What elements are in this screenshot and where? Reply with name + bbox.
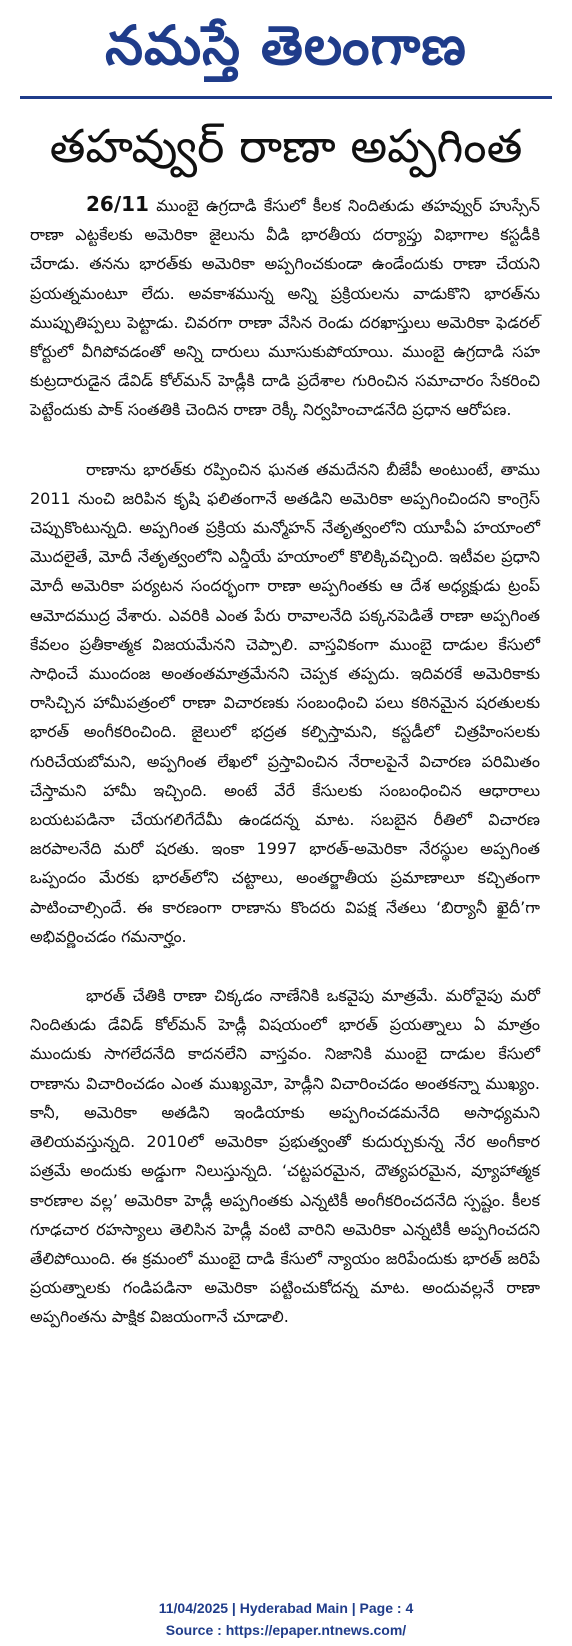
footer-source: Source : https://epaper.ntnews.com/ <box>165 1622 407 1638</box>
article-body <box>30 190 540 1362</box>
footer-dateline: 11/04/2025 | Hyderabad Main | Page : 4 <box>158 1600 414 1616</box>
masthead <box>0 10 572 82</box>
newspaper-logo: నమస్తే తెలంగాణ <box>105 14 467 77</box>
paragraph-1-text: ముంబై ఉగ్రదాడి కేసులో కీలక నిందితుడు తహవ్వుర్ హుస్సేన్ రాణా ఎట్టకేలకు అమెరికా జైలును వీడి భారతీయ దర్యాప్తు విభాగాల కస్టడీకి చేరాడు. తనను భారత్‌కు అమెరికా అప్పగించకుండా ఉండేందుకు రాణా చేయని ప్రయత్నమంటూ లేదు. అవకాశమున్న అన్ని ప్రక్రియలను వాడుకొని భారత్‌ను ముప్పుతిప్పలు పెట్టాడు. చివరగా రాణా వేసిన రెండు దరఖాస్తులు అమెరికా ఫెడరల్ కోర్టులో వీగిపోవడంతో అన్ని దారులు మూసుకుపోయాయి. ముంబై ఉగ్రదాడి సహ కుట్రదారుడైన డేవిడ్ కోల్‌మన్ హెడ్లీకి దాడి ప్రదేశాల గురించిన సమాచారం సేకరించి పెట్టేందుకు పాక్ సంతతికి చెందిన రాణా రెక్కీ నిర్వహించాడనేది ప్రధాన ఆరోపణ. <box>30 196 540 420</box>
article-paragraph-3: భారత్ చేతికి రాణా చిక్కడం నాణేనికి ఒకవైపు మాత్రమే. మరోవైపు మరో నిందితుడు డేవిడ్ కోల్‌మన్ హెడ్లీ విషయంలో భారత్ ప్రయత్నాలు ఏ మాత్రం ముందుకు సాగలేదనేది కాదనలేని వాస్తవం. నిజానికి ముంబై దాడుల కేసులో రాణాను విచారించడం ఎంత ముఖ్యమో, హెడ్లీని విచారించడం అంతకన్నా ముఖ్యం. కానీ, అమెరికా అతడిని ఇండియాకు అప్పగించడమనేది అసాధ్యమని తెలియవస్తున్నది. 2010లో అమెరికా ప్రభుత్వంతో కుదుర్చుకున్న నేర అంగీకార పత్రమే అందుకు అడ్డుగా నిలుస్తున్నది. ‘చట్టపరమైన, దౌత్యపరమైన, వ్యూహాత్మక కారణాల వల్ల’ అమెరికా హెడ్లీ అప్పగింతకు ఎన్నటికీ అంగీకరించదనేది స్పష్టం. కీలక గూఢచార రహస్యాలు తెలిసిన హెడ్లీ వంటి వారిని అమెరికా ఎన్నటికీ అప్పగించదని తేలిపోయింది. ఈ క్రమంలో ముంబై దాడి కేసులో న్యాయం జరిపేందుకు భారత్ జరిపే ప్రయత్నాలకు గండిపడినా అమెరికా పట్టించుకోదన్న మాట. అందువల్లనే రాణా అప్పగింతను పాక్షిక విజయంగానే చూడాలి. <box>30 986 540 1327</box>
article-paragraph-1 <box>30 190 540 425</box>
article-paragraph-2: రాణాను భారత్‌కు రప్పించిన ఘనత తమదేనని బీజేపీ అంటుంటే, తాము 2011 నుంచి జరిపిన కృషి ఫలితంగానే అతడిని అమెరికా అప్పగించిందని కాంగ్రెస్ చెప్పుకొంటున్నది. అప్పగింత ప్రక్రియ మన్మోహన్ నేతృత్వంలోని యూపీఏ హయాంలో మొదలైతే, మోదీ నేతృత్వంలోని ఎన్డీయే హయాంలో కొలిక్కివచ్చింది. ఇటీవల ప్రధాని మోదీ అమెరికా పర్యటన సందర్భంగా రాణా అప్పగింతకు ఆ దేశ అధ్యక్షుడు ట్రంప్ ఆమోదముద్ర వేశారు. ఎవరికి ఎంత పేరు రావాలనేది పక్కనపెడితే రాణా అప్పగింత కేవలం ప్రతీకాత్మక విజయమేనని చెప్పాలి. వాస్తవికంగా ముంబై దాడుల కేసులో సాధించే ముందంజ అంతంతమాత్రమేనని చెప్పక తప్పదు. ఇదివరకే అమెరికాకు రాసిచ్చిన హామీపత్రంలో రాణా విచారణకు సంబంధించి పలు కఠినమైన షరతులకు భారత్ అంగీకరించింది. జైలులో భద్రత కల్పిస్తామని, కస్టడీలో చిత్రహింసలకు గురిచేయబోమని, అప్పగింత లేఖలో ప్రస్తావించిన నేరాలపైనే విచారణ పరిమితం చేస్తామని హామీ ఇచ్చింది. అంటే వేరే కేసులకు సంబంధించిన ఆధారాలు బయటపడినా చేయగలిగేదేమీ ఉండదన్న మాట. సబబైన రీతిలో విచారణ జరపాలనేది మరో షరతు. ఇంకా 1997 భారత్-అమెరికా నేరస్థుల అప్పగింత ఒప్పందం మేరకు భారత్‌లోని చట్టాలు, అంతర్జాతీయ ప్రమాణాలూ కచ్చితంగా పాటించాల్సిందే. ఈ కారణంగా రాణాను కొందరు విపక్ష నేతలు ‘బిర్యానీ ఖైదీ’గా అభివర్ణించడం గమనార్హం. <box>30 459 540 946</box>
paragraph-lead-date: 26/11 <box>86 192 149 216</box>
masthead-divider <box>20 96 552 99</box>
article-headline: తహవ్వుర్ రాణా అప్పగింత <box>49 119 523 173</box>
